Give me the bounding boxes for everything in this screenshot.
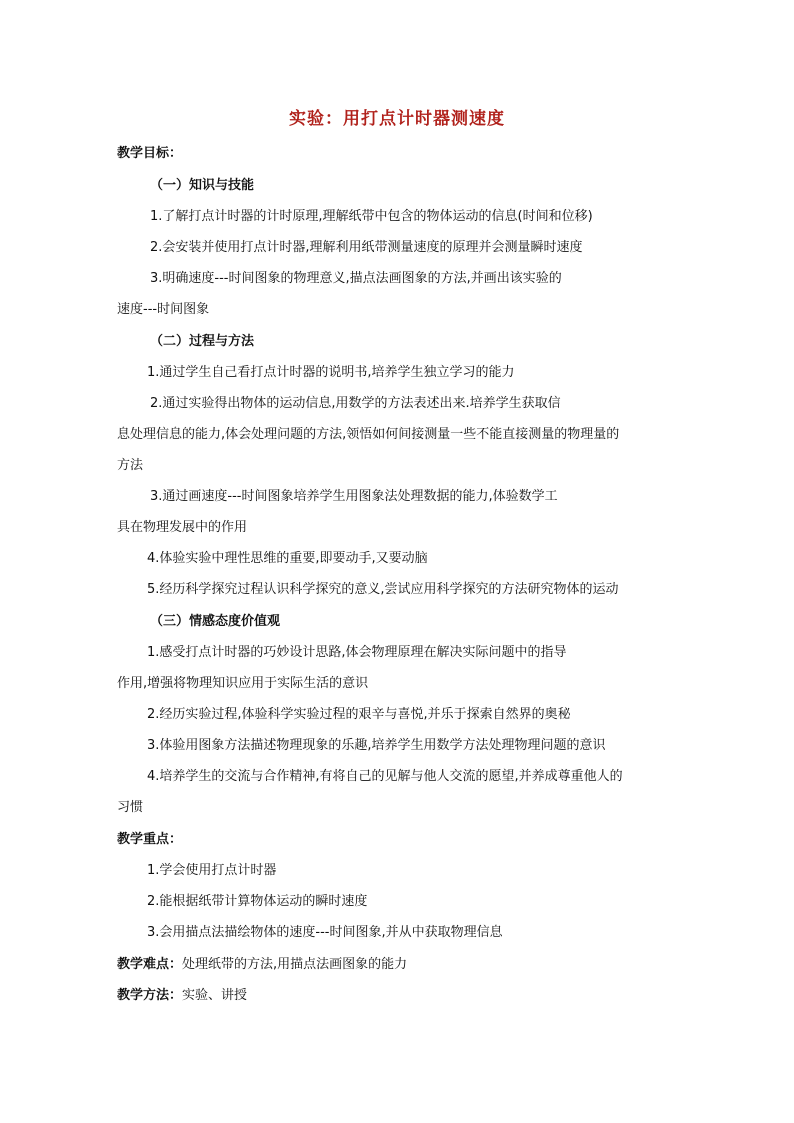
difficulty-text: 处理纸带的方法,用描点法画图象的能力 xyxy=(182,957,408,972)
section3-item-2: 2.经历实验过程,体验科学实验过程的艰辛与喜悦,并乐于探索自然界的奥秘 xyxy=(147,707,571,722)
section3-heading: （三）情感态度价值观 xyxy=(150,614,281,629)
section1-item-1: 1.了解打点计时器的计时原理,理解纸带中包含的物体运动的信息(时间和位移) xyxy=(150,209,593,224)
key-point-1: 1.学会使用打点计时器 xyxy=(147,863,277,878)
section3-item-1-cont: 作用,增强将物理知识应用于实际生活的意识 xyxy=(117,676,369,691)
method-text: 实验、讲授 xyxy=(182,988,248,1003)
section3-item-4-cont: 习惯 xyxy=(117,800,144,815)
section2-item-5: 5.经历科学探究过程认识科学探究的意义,尝试应用科学探究的方法研究物体的运动 xyxy=(147,582,619,597)
section2-item-1: 1.通过学生自己看打点计时器的说明书,培养学生独立学习的能力 xyxy=(147,365,515,380)
difficulty-row xyxy=(117,955,407,975)
section2-item-2-cont: 息处理信息的能力,体会处理问题的方法,领悟如何间接测量一些不能直接测量的物理量的 xyxy=(117,427,620,442)
key-points-heading: 教学重点： xyxy=(117,832,183,847)
section1-heading: （一）知识与技能 xyxy=(150,178,255,193)
section2-item-3: 3.通过画速度---时间图象培养学生用图象法处理数据的能力,体验数学工 xyxy=(150,489,558,504)
section2-heading: （二）过程与方法 xyxy=(150,334,255,349)
method-label: 教学方法： xyxy=(117,988,183,1003)
key-point-2: 2.能根据纸带计算物体运动的瞬时速度 xyxy=(147,894,368,909)
section1-item-2: 2.会安装并使用打点计时器,理解利用纸带测量速度的原理并会测量瞬时速度 xyxy=(150,240,583,255)
document-title: 实验：用打点计时器测速度 xyxy=(289,109,505,129)
section3-item-3: 3.体验用图象方法描述物理现象的乐趣,培养学生用数学方法处理物理问题的意识 xyxy=(147,738,606,753)
section1-item-3: 3.明确速度---时间图象的物理意义,描点法画图象的方法,并画出该实验的 xyxy=(150,271,562,286)
section3-item-1: 1.感受打点计时器的巧妙设计思路,体会物理原理在解决实际问题中的指导 xyxy=(147,645,567,660)
method-row xyxy=(117,986,247,1006)
section3-item-4: 4.培养学生的交流与合作精神,有将自己的见解与他人交流的愿望,并养成尊重他人的 xyxy=(147,769,623,784)
section2-item-3-cont: 具在物理发展中的作用 xyxy=(117,520,248,535)
section1-item-3-cont: 速度---时间图象 xyxy=(117,302,210,317)
difficulty-label: 教学难点： xyxy=(117,957,183,972)
section2-item-2-cont2: 方法 xyxy=(117,458,144,473)
section2-item-4: 4.体验实验中理性思维的重要,即要动手,又要动脑 xyxy=(147,551,428,566)
key-point-3: 3.会用描点法描绘物体的速度---时间图象,并从中获取物理信息 xyxy=(147,925,503,940)
section2-item-2: 2.通过实验得出物体的运动信息,用数学的方法表述出来.培养学生获取信 xyxy=(150,396,561,411)
objectives-heading: 教学目标： xyxy=(117,146,183,161)
